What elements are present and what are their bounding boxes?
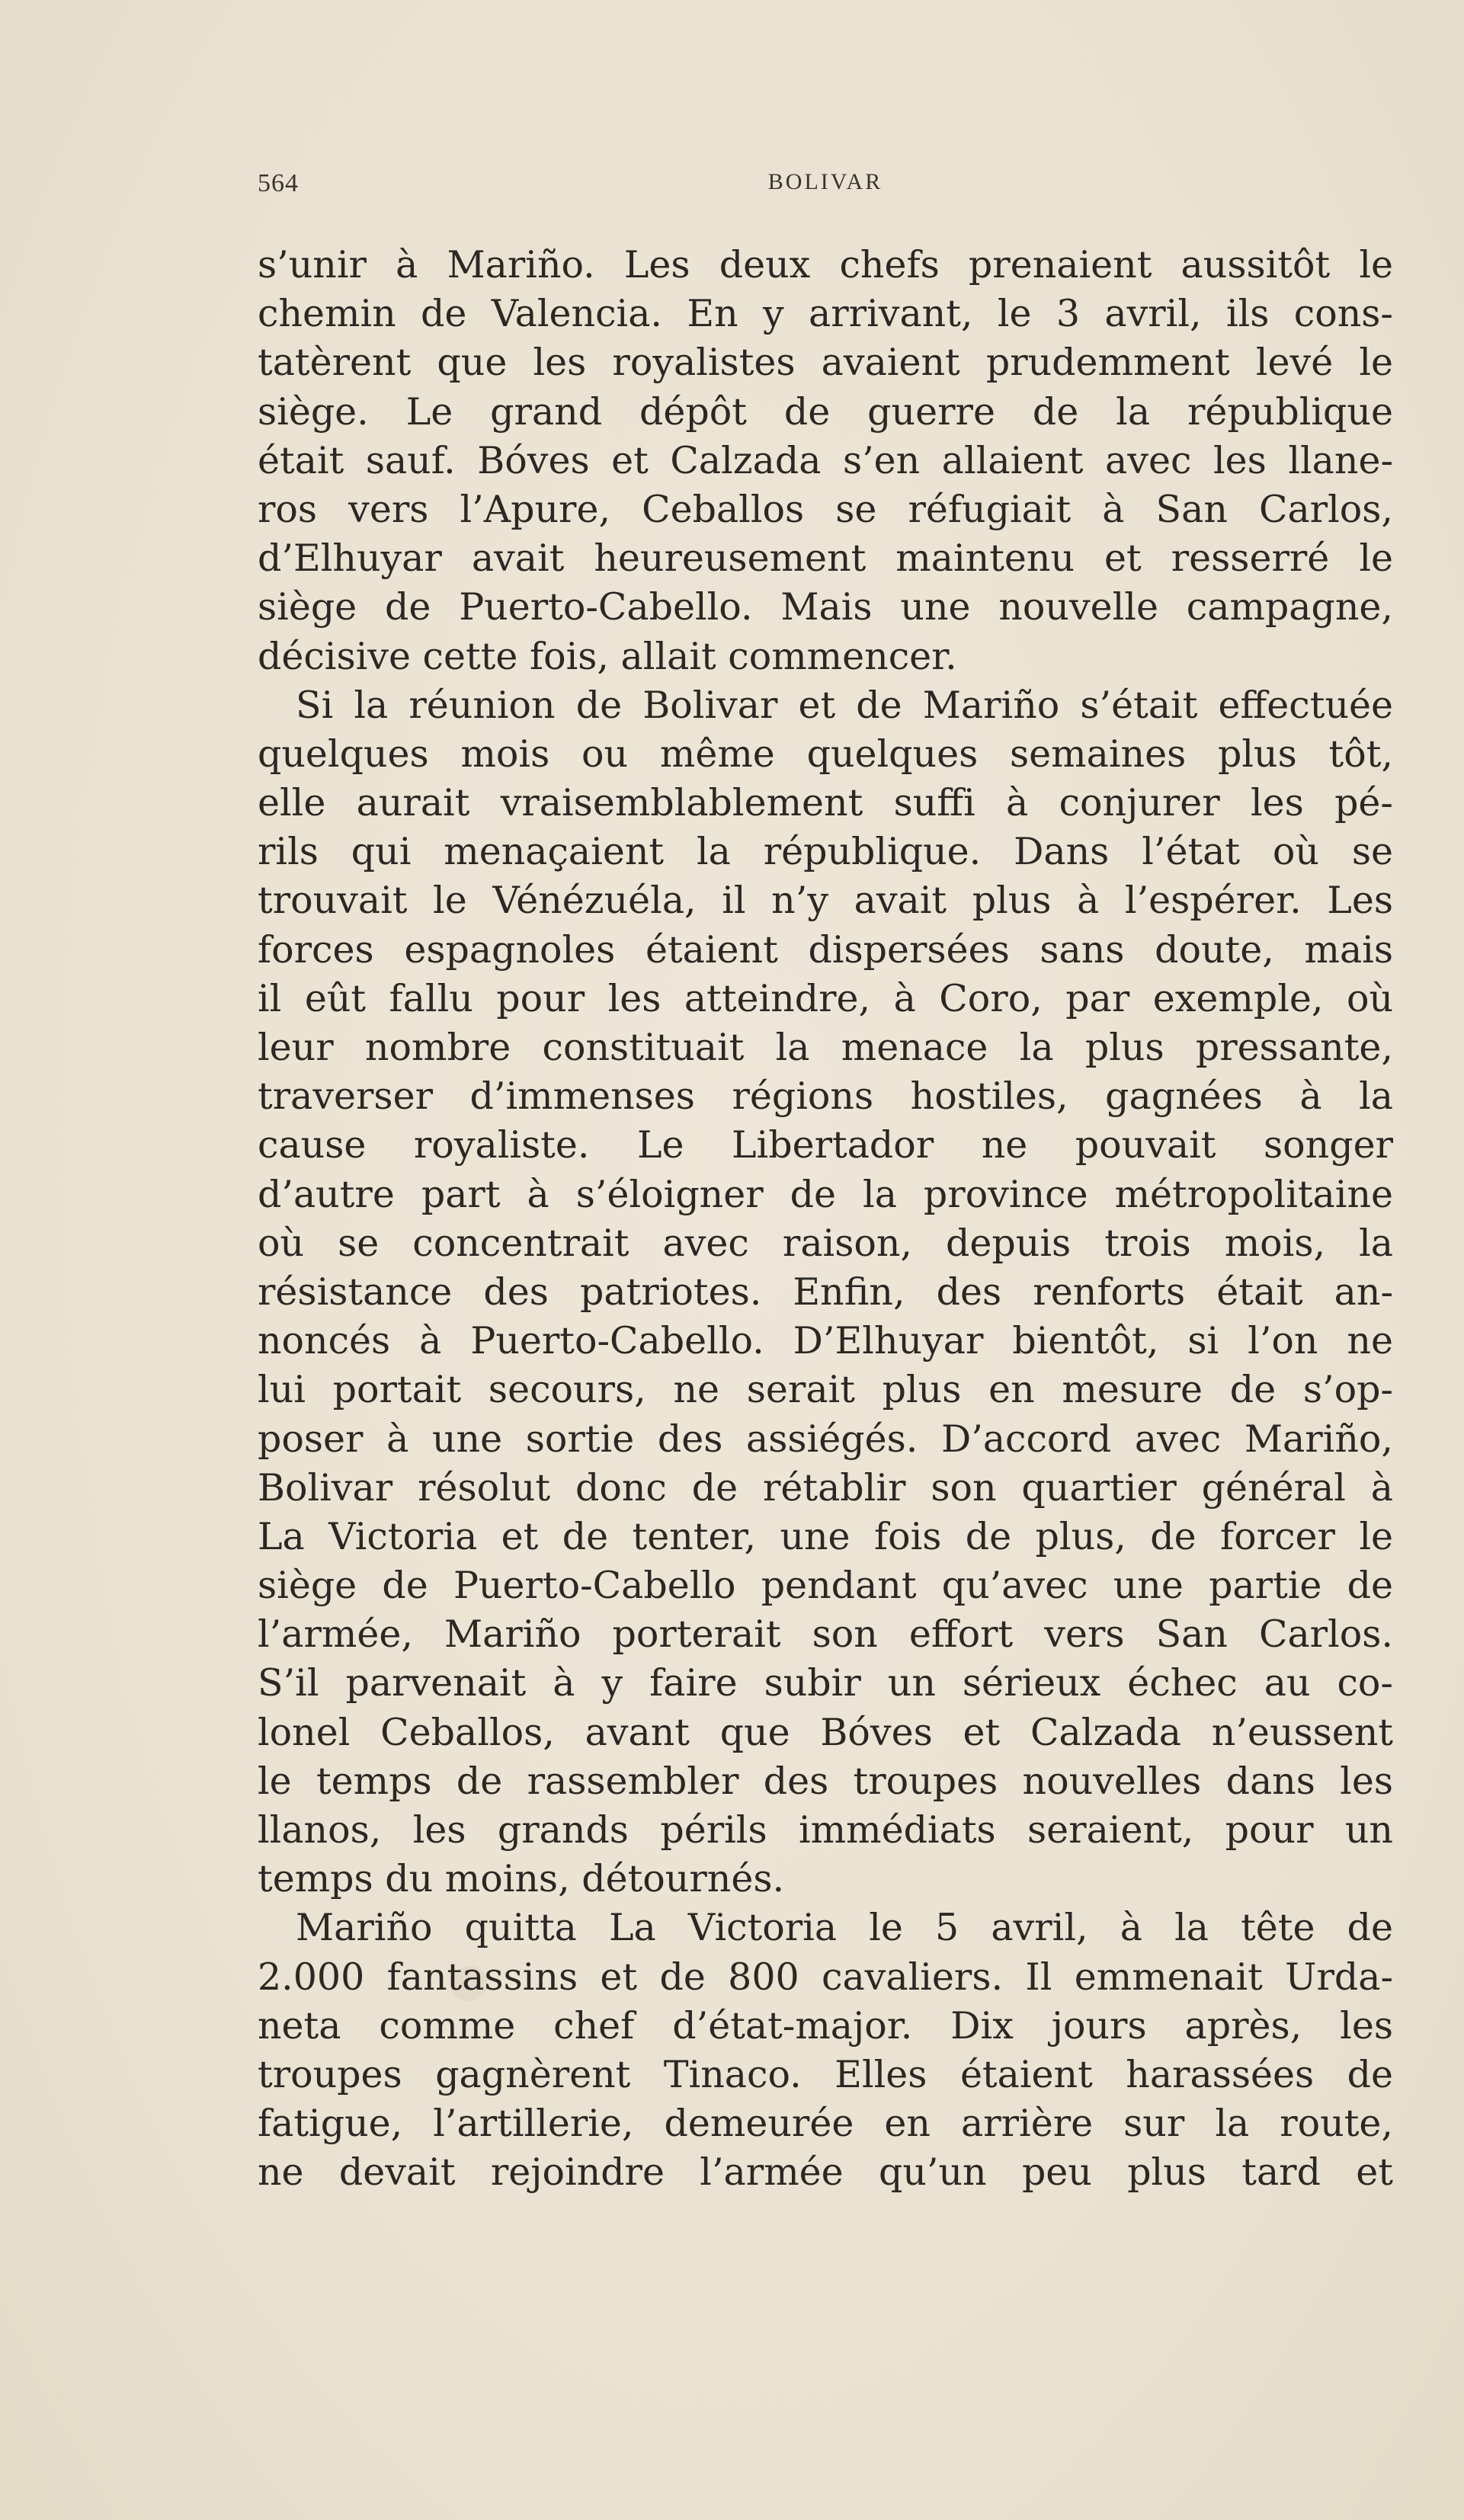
text-line: s’unir à Mariño. Les deux chefs prenaient aussitôt le bbox=[258, 243, 1393, 287]
text-line: poser à une sortie des assiégés. D’accord avec Mariño, bbox=[258, 1417, 1393, 1461]
text-line: Si la réunion de Bolivar et de Mariño s’était effectuée bbox=[296, 683, 1393, 727]
text-line: 2.000 fantassins et de 800 cavaliers. Il emmenait Urda- bbox=[258, 1955, 1393, 1999]
text-line: il eût fallu pour les atteindre, à Coro, par exemple, où bbox=[258, 976, 1393, 1020]
text-line: troupes gagnèrent Tinaco. Elles étaient harassées de bbox=[258, 2052, 1393, 2096]
text-line: ros vers l’Apure, Ceballos se réfugiait à San Carlos, bbox=[258, 487, 1393, 531]
text-line: tatèrent que les royalistes avaient prudemment levé le bbox=[258, 341, 1393, 385]
text-line: où se concentrait avec raison, depuis trois mois, la bbox=[258, 1221, 1393, 1265]
text-line: quelques mois ou même quelques semaines plus tôt, bbox=[258, 732, 1393, 776]
text-line: S’il parvenait à y faire subir un sérieux échec au co- bbox=[258, 1661, 1393, 1705]
text-line: d’autre part à s’éloigner de la province métropolitaine bbox=[258, 1172, 1393, 1216]
text-line: temps du moins, détournés. bbox=[258, 1857, 785, 1901]
text-line: noncés à Puerto-Cabello. D’Elhuyar bientôt, si l’on ne bbox=[258, 1319, 1393, 1363]
text-line: siège de Puerto-Cabello pendant qu’avec une partie de bbox=[258, 1564, 1393, 1608]
text-line: était sauf. Bóves et Calzada s’en allaient avec les llane- bbox=[258, 438, 1393, 482]
running-title: BOLIVAR bbox=[767, 169, 883, 194]
text-line: rils qui menaçaient la république. Dans l’état où se bbox=[258, 830, 1393, 874]
text-line: fatigue, l’artillerie, demeurée en arrière sur la route, bbox=[258, 2102, 1393, 2146]
text-line: l’armée, Mariño porterait son effort vers San Carlos. bbox=[258, 1612, 1393, 1657]
text-line: Mariño quitta La Victoria le 5 avril, à la tête de bbox=[296, 1906, 1393, 1950]
text-line: trouvait le Vénézuéla, il n’y avait plus à l’espérer. Les bbox=[258, 879, 1393, 923]
text-line: lui portait secours, ne serait plus en mesure de s’op- bbox=[258, 1368, 1393, 1412]
text-line: décisive cette fois, allait commencer. bbox=[258, 634, 957, 678]
text-line: leur nombre constituait la menace la plus pressante, bbox=[258, 1026, 1393, 1069]
text-line: lonel Ceballos, avant que Bóves et Calzada n’eussent bbox=[258, 1710, 1393, 1754]
text-line: siège de Puerto-Cabello. Mais une nouvelle campagne, bbox=[258, 585, 1393, 629]
text-line: siège. Le grand dépôt de guerre de la république bbox=[258, 389, 1393, 434]
text-line: Bolivar résolut donc de rétablir son quartier général à bbox=[258, 1465, 1393, 1510]
text-line: le temps de rassembler des troupes nouvelles dans les bbox=[258, 1759, 1393, 1803]
text-line: neta comme chef d’état-major. Dix jours après, les bbox=[258, 2003, 1393, 2048]
text-line: llanos, les grands périls immédiats seraient, pour un bbox=[258, 1808, 1393, 1852]
text-line: elle aurait vraisemblablement suffi à conjurer les pé- bbox=[258, 781, 1393, 825]
text-line: traverser d’immenses régions hostiles, gagnées à la bbox=[258, 1074, 1393, 1119]
text-line: cause royaliste. Le Libertador ne pouvait songer bbox=[258, 1123, 1393, 1167]
text-line: chemin de Valencia. En y arrivant, le 3 avril, ils cons- bbox=[258, 292, 1393, 336]
text-line: La Victoria et de tenter, une fois de plus, de forcer le bbox=[258, 1514, 1393, 1558]
text-line: d’Elhuyar avait heureusement maintenu et resserré le bbox=[258, 536, 1393, 581]
text-line: ne devait rejoindre l’armée qu’un peu plus tard et bbox=[258, 2150, 1393, 2195]
text-line: résistance des patriotes. Enfin, des renforts était an- bbox=[258, 1270, 1393, 1314]
page-header bbox=[258, 169, 1393, 200]
body-text bbox=[258, 241, 1393, 2198]
text-line: forces espagnoles étaient dispersées sans doute, mais bbox=[258, 927, 1393, 972]
page-number: 564 bbox=[258, 169, 299, 197]
